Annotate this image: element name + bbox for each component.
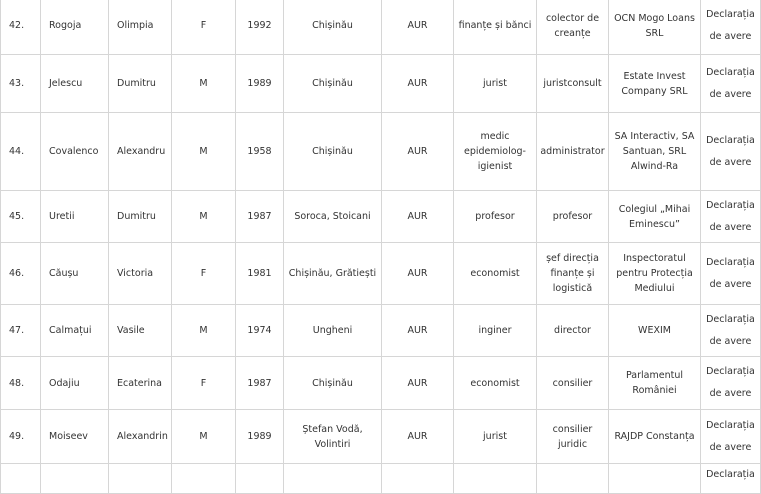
first-name <box>109 464 172 494</box>
last-name: Căușu <box>41 243 109 305</box>
profession: inginer <box>454 305 537 357</box>
workplace: OCN Mogo Loans SRL <box>609 0 701 55</box>
last-name: Covalenco <box>41 113 109 191</box>
workplace <box>609 464 701 494</box>
asset-declaration-link[interactable]: Declarația de avere <box>701 357 761 410</box>
birth-year: 1987 <box>236 191 284 243</box>
workplace: Inspectoratul pentru Protecția Mediului <box>609 243 701 305</box>
party: AUR <box>382 410 454 464</box>
profession <box>454 464 537 494</box>
position: consilier juridic <box>537 410 609 464</box>
locality: Chișinău <box>284 113 382 191</box>
position: colector de creanțe <box>537 0 609 55</box>
birth-year <box>236 464 284 494</box>
party: AUR <box>382 243 454 305</box>
first-name: Alexandru <box>109 113 172 191</box>
row-number: 44. <box>1 113 41 191</box>
gender <box>172 464 236 494</box>
profession: medic epidemiolog-igienist <box>454 113 537 191</box>
table-row <box>1 0 761 55</box>
party: AUR <box>382 55 454 113</box>
table-row <box>1 55 761 113</box>
gender: F <box>172 243 236 305</box>
table-row <box>1 113 761 191</box>
birth-year: 1974 <box>236 305 284 357</box>
gender: M <box>172 113 236 191</box>
first-name: Vasile <box>109 305 172 357</box>
position: administrator <box>537 113 609 191</box>
position: juristconsult <box>537 55 609 113</box>
last-name: Jelescu <box>41 55 109 113</box>
profession: economist <box>454 243 537 305</box>
profession: economist <box>454 357 537 410</box>
last-name: Odajiu <box>41 357 109 410</box>
row-number: 42. <box>1 0 41 55</box>
birth-year: 1958 <box>236 113 284 191</box>
first-name: Alexandrin <box>109 410 172 464</box>
party <box>382 464 454 494</box>
gender: F <box>172 357 236 410</box>
row-number: 49. <box>1 410 41 464</box>
asset-declaration-link[interactable]: Declarația de avere <box>701 55 761 113</box>
asset-declaration-link[interactable]: Declarația de avere <box>701 0 761 55</box>
profession: finanțe și bănci <box>454 0 537 55</box>
last-name <box>41 464 109 494</box>
table-body <box>1 0 761 494</box>
asset-declaration-link[interactable]: Declarația de avere <box>701 410 761 464</box>
row-number: 46. <box>1 243 41 305</box>
party: AUR <box>382 113 454 191</box>
last-name: Uretii <box>41 191 109 243</box>
first-name: Olimpia <box>109 0 172 55</box>
workplace: Parlamentul României <box>609 357 701 410</box>
party: AUR <box>382 357 454 410</box>
profession: jurist <box>454 410 537 464</box>
workplace: Estate Invest Company SRL <box>609 55 701 113</box>
asset-declaration-link[interactable]: Declarația de avere <box>701 191 761 243</box>
workplace: SA Interactiv, SA Santuan, SRL Alwind-Ra <box>609 113 701 191</box>
asset-declaration-link[interactable]: Declarația de avere <box>701 243 761 305</box>
position: consilier <box>537 357 609 410</box>
row-number: 45. <box>1 191 41 243</box>
row-number: 47. <box>1 305 41 357</box>
position <box>537 464 609 494</box>
party: AUR <box>382 305 454 357</box>
locality: Chișinău, Grătiești <box>284 243 382 305</box>
table-row <box>1 243 761 305</box>
locality: Chișinău <box>284 0 382 55</box>
position: profesor <box>537 191 609 243</box>
gender: M <box>172 55 236 113</box>
asset-declaration-link[interactable]: Declarația de avere <box>701 305 761 357</box>
row-number <box>1 464 41 494</box>
table-row <box>1 191 761 243</box>
party: AUR <box>382 0 454 55</box>
birth-year: 1992 <box>236 0 284 55</box>
first-name: Dumitru <box>109 55 172 113</box>
first-name: Victoria <box>109 243 172 305</box>
table-row <box>1 357 761 410</box>
table-row <box>1 410 761 464</box>
gender: M <box>172 191 236 243</box>
last-name: Calmațui <box>41 305 109 357</box>
row-number: 43. <box>1 55 41 113</box>
workplace: WEXIM <box>609 305 701 357</box>
gender: M <box>172 410 236 464</box>
first-name: Dumitru <box>109 191 172 243</box>
birth-year: 1987 <box>236 357 284 410</box>
locality: Chișinău <box>284 357 382 410</box>
last-name: Moiseev <box>41 410 109 464</box>
locality <box>284 464 382 494</box>
profession: jurist <box>454 55 537 113</box>
birth-year: 1981 <box>236 243 284 305</box>
locality: Ștefan Vodă, Volintiri <box>284 410 382 464</box>
asset-declaration-link[interactable]: Declarația <box>701 464 761 494</box>
profession: profesor <box>454 191 537 243</box>
workplace: Colegiul „Mihai Eminescu” <box>609 191 701 243</box>
position: director <box>537 305 609 357</box>
gender: F <box>172 0 236 55</box>
birth-year: 1989 <box>236 410 284 464</box>
first-name: Ecaterina <box>109 357 172 410</box>
locality: Chișinău <box>284 55 382 113</box>
table-row <box>1 464 761 494</box>
last-name: Rogoja <box>41 0 109 55</box>
party: AUR <box>382 191 454 243</box>
locality: Ungheni <box>284 305 382 357</box>
locality: Soroca, Stoicani <box>284 191 382 243</box>
position: șef direcția finanțe și logistică <box>537 243 609 305</box>
birth-year: 1989 <box>236 55 284 113</box>
gender: M <box>172 305 236 357</box>
row-number: 48. <box>1 357 41 410</box>
asset-declaration-link[interactable]: Declarația de avere <box>701 113 761 191</box>
workplace: RAJDP Constanța <box>609 410 701 464</box>
table-row <box>1 305 761 357</box>
